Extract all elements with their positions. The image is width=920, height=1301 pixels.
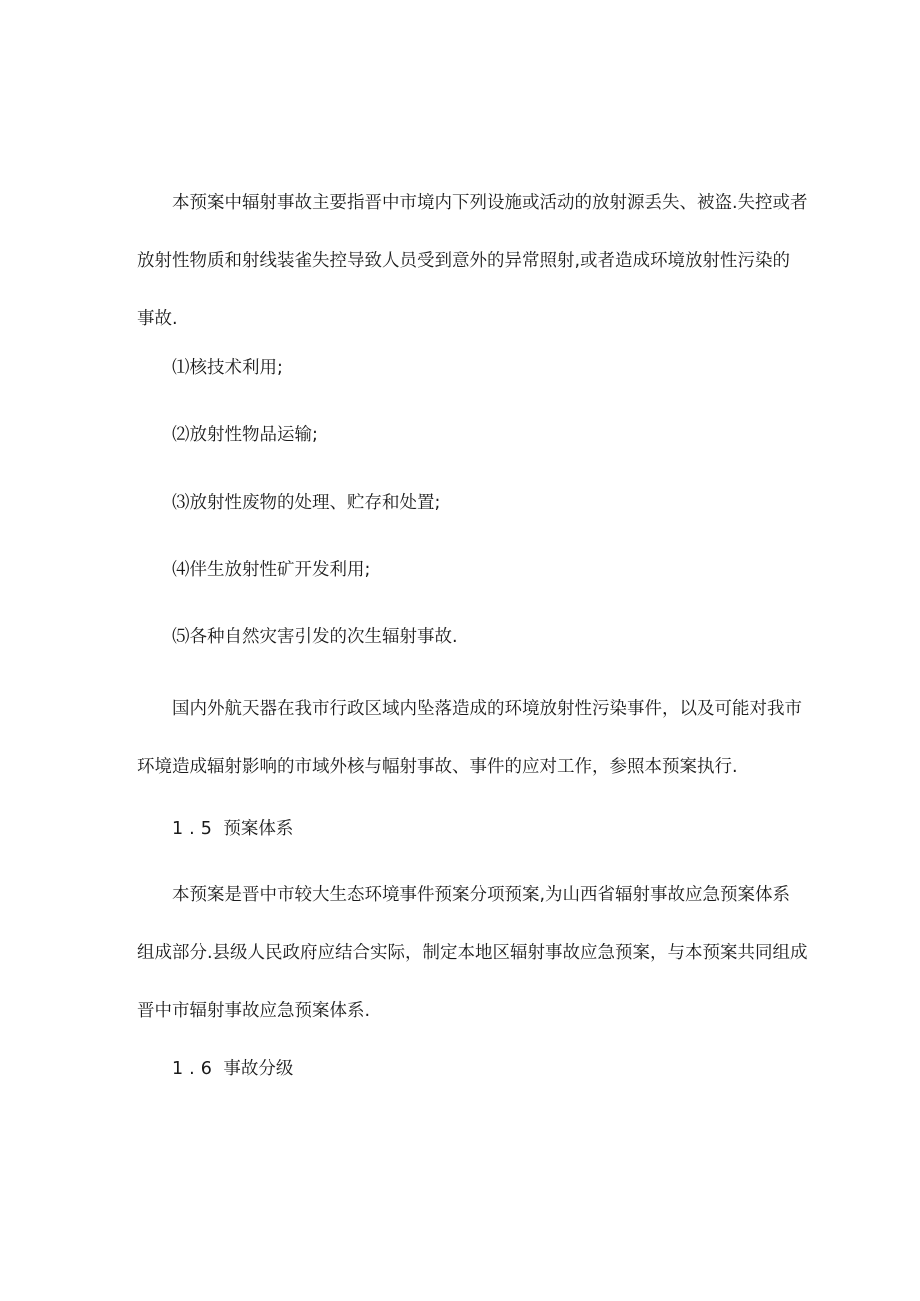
paragraph-line: 本预案中辐射事故主要指晋中市境内下列设施或活动的放射源丢失、被盗.失控或者 [172,193,808,213]
section-title: 预案体系 [223,819,294,839]
section-number: 1.6 [172,1059,218,1079]
paragraph-line: 环境造成辐射影响的市域外核与幅射事故、事件的应对工作，参照本预案执行. [137,757,738,777]
paragraph-spacecraft [137,680,802,796]
list-item [137,339,787,397]
section-heading-1-6 [137,1040,787,1098]
list-item-text: ⑸各种自然灾害引发的次生辐射事故. [172,627,458,647]
section-title: 事故分级 [223,1059,294,1079]
list-item [137,608,787,666]
list-item-text: ⑷伴生放射性矿开发利用; [172,560,371,580]
paragraph-line: 晋中市辐射事故应急预案体系. [137,1001,371,1021]
paragraph-line: 组成部分.县级人民政府应结合实际，制定本地区辐射事故应急预案，与本预案共同组成 [137,943,808,963]
list-item-text: ⑴核技术利用; [172,358,283,378]
section-number: 1.5 [172,819,218,839]
list-item [137,406,787,464]
paragraph-line: 事故. [137,309,178,329]
section-heading-1-5 [137,800,787,858]
paragraph-line: 国内外航天器在我市行政区域内坠落造成的环境放射性污染事件，以及可能对我市 [172,699,802,719]
paragraph-system [137,866,808,1040]
paragraph-line: 放射性物质和射线装雀失控导致人员受到意外的异常照射,或者造成环境放射性污染的 [137,251,791,271]
paragraph-line: 本预案是晋中市较大生态环境事件预案分项预案,为山西省辐射事故应急预案体系 [172,885,791,905]
paragraph-scope [137,174,808,348]
list-item-text: ⑶放射性废物的处理、贮存和处置; [172,493,441,513]
list-item [137,541,787,599]
list-item-text: ⑵放射性物品运输; [172,425,318,445]
list-item [137,474,787,532]
